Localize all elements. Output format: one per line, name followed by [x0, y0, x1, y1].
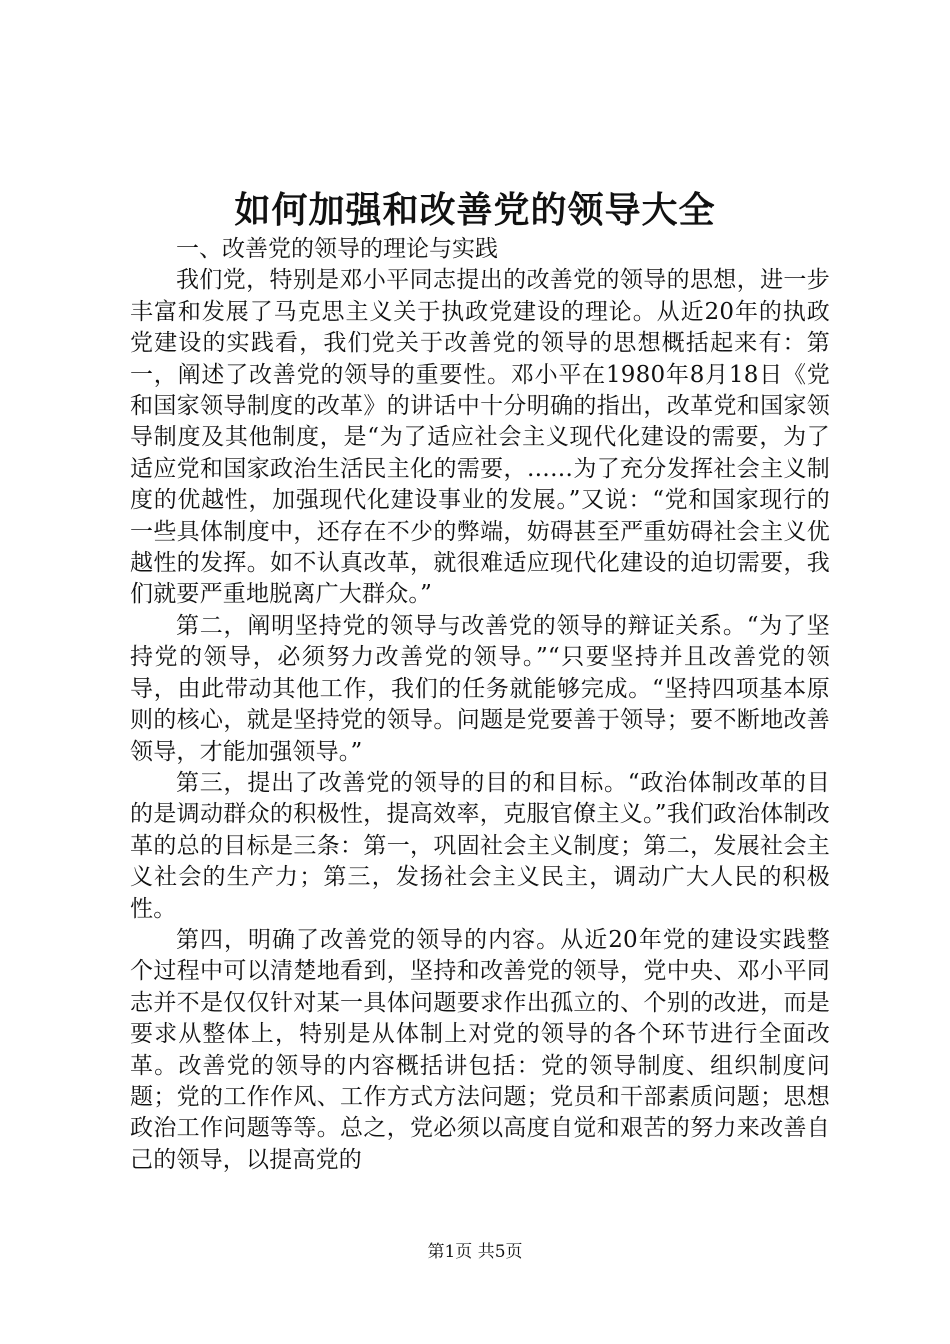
section-heading: 一、改善党的领导的理论与实践 — [176, 236, 498, 262]
paragraph-3: 第三，提出了改善党的领导的目的和目标。“政治体制改革的目的是调动群众的积极性，提高效率，克服官僚主义。”我们政治体制改革的总的目标是三条：第一，巩固社会主义制度；第二，发展社会主义社会的生产力；第三，发扬社会主义民主，调动广大人民的积极性。 — [130, 769, 830, 922]
page-footer: 第1页 共5页 — [427, 1242, 523, 1262]
paragraph-2: 第二，阐明坚持党的领导与改善党的领导的辩证关系。“为了坚持党的领导，必须努力改善党的领导。”“只要坚持并且改善党的领导，由此带动其他工作，我们的任务就能够完成。“坚持四项基本原则的核心，就是坚持党的领导。问题是党要善于领导；要不断地改善领导，才能加强领导。” — [130, 612, 830, 765]
document-title: 如何加强和改善党的领导大全 — [234, 189, 716, 231]
paragraph-4: 第四，明确了改善党的领导的内容。从近20年党的建设实践整个过程中可以清楚地看到，坚持和改善党的领导，党中央、邓小平同志并不是仅仅针对某一具体问题要求作出孤立的、个别的改进，而是要求从整体上，特别是从体制上对党的领导的各个环节进行全面改革。改善党的领导的内容概括讲包括：党的领导制度、组织制度问题；党的工作作风、工作方式方法问题；党员和干部素质问题；思想政治工作问题等等。总之，党必须以高度自觉和艰苦的努力来改善自己的领导，以提高党的 — [130, 926, 830, 1173]
document-body — [130, 234, 830, 1176]
paragraph-1: 我们党，特别是邓小平同志提出的改善党的领导的思想，进一步丰富和发展了马克思主义关于执政党建设的理论。从近20年的执政党建设的实践看，我们党关于改善党的领导的思想概括起来有：第一，阐述了改善党的领导的重要性。邓小平在1980年8月18日《党和国家领导制度的改革》的讲话中十分明确的指出，改革党和国家领导制度及其他制度，是“为了适应社会主义现代化建设的需要，为了适应党和国家政治生活民主化的需要，……为了充分发挥社会主义制度的优越性，加强现代化建设事业的发展。”又说：“党和国家现行的一些具体制度中，还存在不少的弊端，妨碍甚至严重妨碍社会主义优越性的发挥。如不认真改革，就很难适应现代化建设的迫切需要，我们就要严重地脱离广大群众。” — [130, 267, 830, 608]
